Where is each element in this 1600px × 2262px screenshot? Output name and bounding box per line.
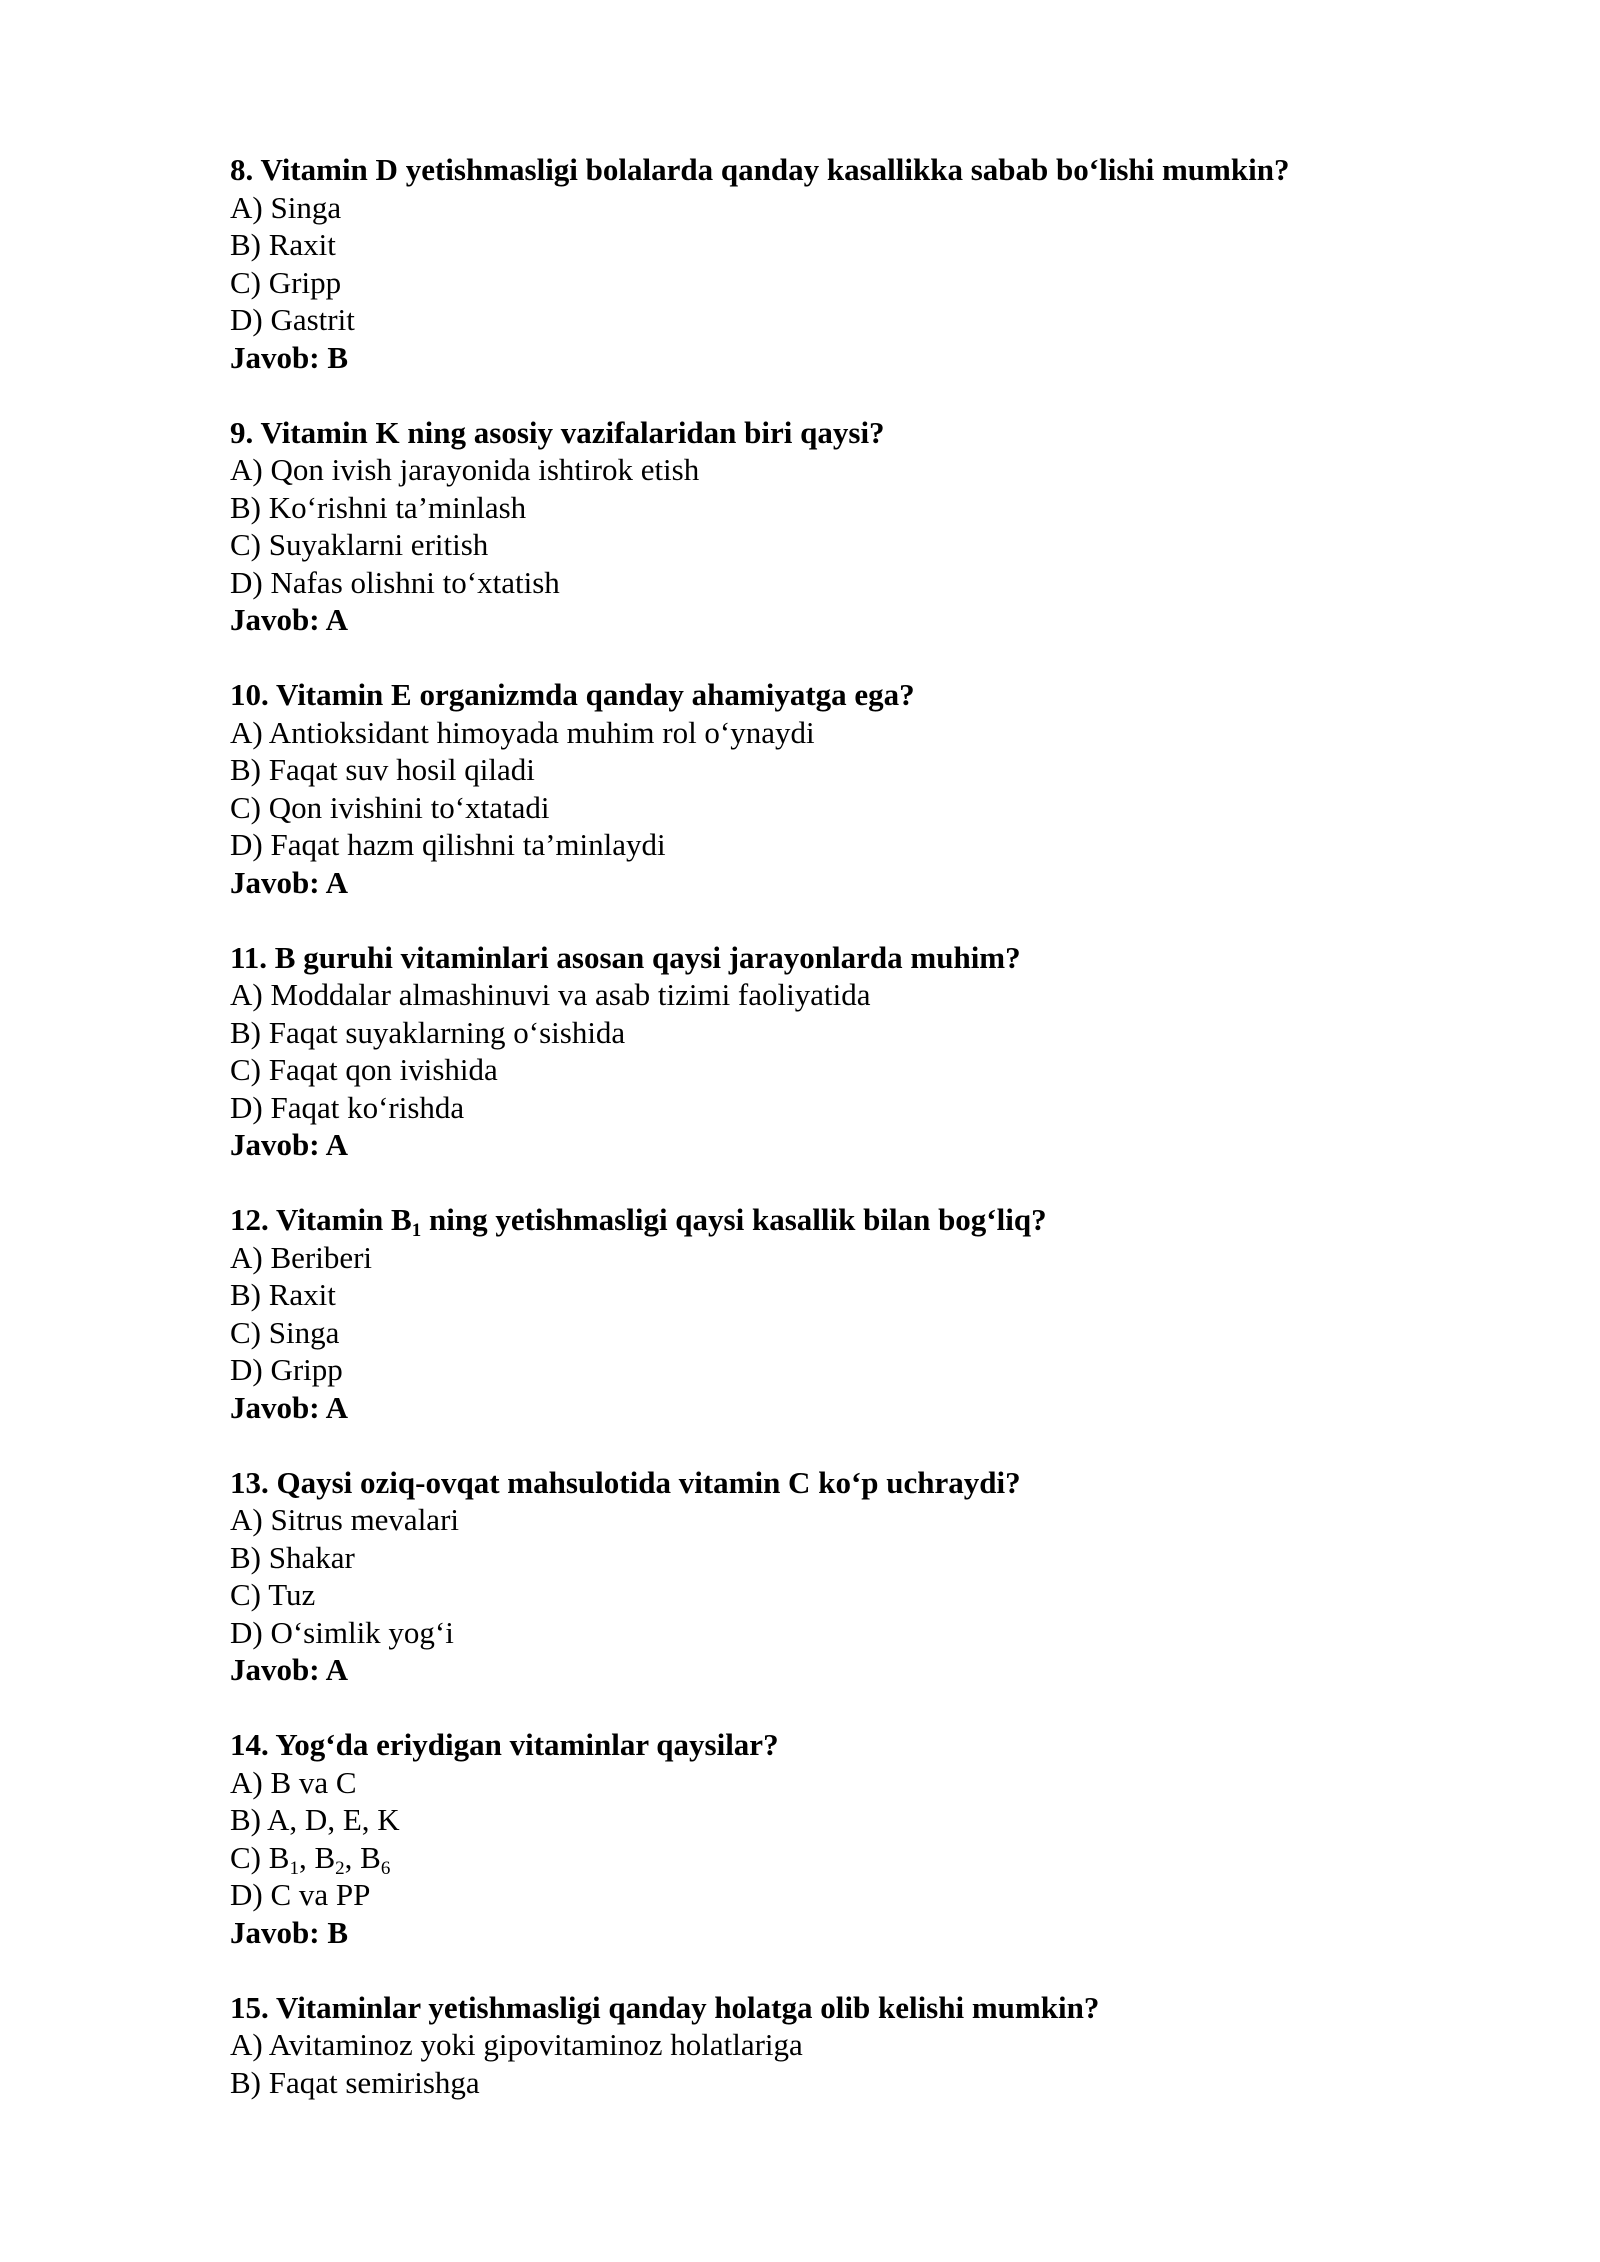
text-run: A) Sitrus mevalari [230,1502,460,1537]
text-run: C) Faqat qon ivishida [230,1052,498,1087]
text-run: Vitamin E organizmda qanday ahamiyatga ega? [275,677,915,712]
answer-option [230,526,1430,564]
question-number: 10. [230,677,269,712]
answer-option [230,1576,1430,1614]
question-number: 14. [230,1727,269,1762]
correct-answer: Javob: A [230,864,348,900]
document-page [230,151,1430,2139]
question-number: 12. [230,1202,269,1237]
text-run: A) Singa [230,189,342,225]
text-run: D) O‘simlik yog‘i [230,1614,454,1650]
question-block [230,676,1430,901]
question-block [230,151,1430,376]
answer-option [230,1839,1430,1877]
text-run: D) Gripp [230,1352,343,1387]
text-run: B guruhi vitaminlari asosan qaysi jarayonlarda muhim? [274,939,1021,975]
text-run: B) Ko‘rishni ta’minlash [230,489,527,525]
text-run: D) Gastrit [230,302,355,337]
answer-option [230,451,1430,489]
text-run: B) Raxit [230,227,336,262]
text-run: , B [298,1839,336,1875]
text-run: , B [344,1839,381,1875]
question-number: 15. [230,1989,269,2025]
answer-option [230,1539,1430,1577]
text-run: B) Faqat suv hosil qiladi [230,752,535,787]
answer-option [230,301,1430,339]
question-block [230,1726,1430,1951]
text-run: C) Suyaklarni eritish [230,527,489,562]
answer-option [230,826,1430,864]
text-run: C) Tuz [230,1577,316,1612]
answer-option [230,1801,1430,1839]
answer-option [230,1764,1430,1802]
text-run: C) Qon ivishini to‘xtatadi [230,789,550,825]
answer-option [230,1051,1430,1089]
text-run: Vitaminlar yetishmasligi qanday holatga olib kelishi mumkin? [275,1989,1100,2025]
text-run: B) A, D, E, K [230,1802,400,1837]
question-title [230,939,1430,977]
answer-option [230,1614,1430,1652]
question-title [230,151,1430,189]
text-run: C) Singa [230,1314,340,1350]
text-run: D) Nafas olishni to‘xtatish [230,564,560,600]
question-title [230,414,1430,452]
answer-option [230,751,1430,789]
question-title [230,1989,1430,2027]
text-run: A) Qon ivish jarayonida ishtirok etish [230,452,700,487]
answer-option [230,976,1430,1014]
answer-option [230,1501,1430,1539]
answer-option [230,1239,1430,1277]
correct-answer: Javob: A [230,602,348,637]
answer-option [230,1876,1430,1914]
answer-option [230,1014,1430,1052]
text-run: ning yetishmasligi qaysi kasallik bilan bog‘liq? [421,1202,1047,1237]
answer-option [230,264,1430,302]
answer-option [230,714,1430,752]
answer-option [230,2064,1430,2102]
text-run: Qaysi oziq-ovqat mahsulotida vitamin C ko‘p uchraydi? [276,1464,1021,1500]
text-run: Vitamin B [275,1202,412,1237]
text-run: Yog‘da eriydigan vitaminlar qaysilar? [275,1727,779,1762]
text-run: A) Moddalar almashinuvi va asab tizimi faoliyatida [230,977,871,1012]
text-run: C) B [230,1839,290,1875]
text-run: D) Faqat ko‘rishda [230,1089,465,1125]
question-block [230,1464,1430,1689]
question-block [230,1989,1430,2102]
question-block [230,1201,1430,1426]
answer-option [230,564,1430,602]
subscript: 1 [289,1857,299,1879]
answer-option [230,189,1430,227]
correct-answer: Javob: B [230,339,348,375]
answer-option [230,1351,1430,1389]
answer-option [230,2026,1430,2064]
text-run: A) B va C [230,1764,357,1800]
correct-answer: Javob: A [230,1127,348,1162]
text-run: Vitamin K ning asosiy vazifalaridan biri qaysi? [260,414,885,450]
text-run: D) Faqat hazm qilishni ta’minlaydi [230,827,666,862]
text-run: B) Shakar [230,1539,355,1575]
text-run: A) Antioksidant himoyada muhim rol o‘ynaydi [230,714,815,750]
text-run: B) Faqat semirishga [230,2064,480,2100]
answer-option [230,1314,1430,1352]
subscript: 2 [335,1857,345,1879]
question-block [230,939,1430,1164]
text-run: C) Gripp [230,264,342,300]
question-number: 9. [230,414,254,450]
question-title [230,1201,1430,1239]
answer-option [230,1276,1430,1314]
answer-option [230,789,1430,827]
text-run: D) C va PP [230,1877,371,1912]
correct-answer: Javob: A [230,1389,348,1425]
question-title [230,1464,1430,1502]
question-title [230,1726,1430,1764]
text-run: Vitamin D yetishmasligi bolalarda qanday kasallikka sabab bo‘lishi mumkin? [260,152,1290,187]
answer-option [230,226,1430,264]
question-number: 13. [230,1464,269,1500]
text-run: A) Avitaminoz yoki gipovitaminoz holatlariga [230,2027,803,2062]
question-title [230,676,1430,714]
subscript: 6 [380,1857,391,1879]
text-run: B) Faqat suyaklarning o‘sishida [230,1014,626,1050]
question-block [230,414,1430,639]
text-run: A) Beriberi [230,1239,373,1275]
answer-option [230,1089,1430,1127]
answer-option [230,489,1430,527]
question-number: 8. [230,152,254,187]
correct-answer: Javob: A [230,1652,348,1687]
subscript: 1 [411,1220,422,1241]
text-run: B) Raxit [230,1277,336,1312]
correct-answer: Javob: B [230,1914,348,1950]
question-number: 11. [230,939,268,975]
